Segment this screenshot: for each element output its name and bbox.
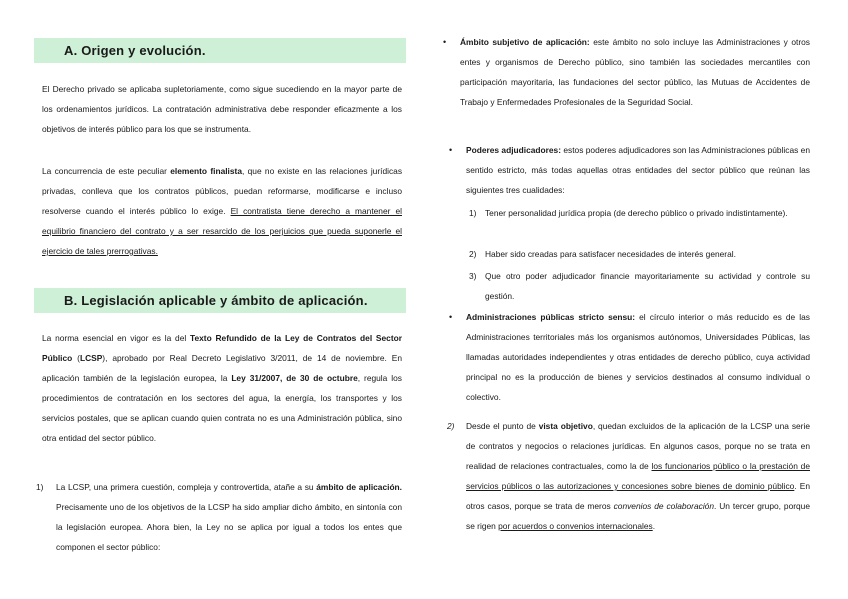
bold-term: LCSP bbox=[79, 353, 103, 363]
list-number-1: 1) bbox=[36, 482, 44, 492]
text-run: , que no existe en las relaciones jurídicas privadas, conlleva que los contratos públicos, puedan reformarse, modificarse e incluso resolverse cuando el interés público lo exige. bbox=[42, 166, 403, 216]
bullet-dot: • bbox=[449, 145, 453, 155]
sub-item-2: Haber sido creadas para satisfacer necesidades de interés general. bbox=[485, 249, 736, 259]
sub-item-3: Que otro poder adjudicador financie mayoritariamente su actividad y controle su gestión. bbox=[485, 271, 810, 301]
text-run: el círculo interior o más reducido es de las Administraciones territoriales más los organismos autónomos, Universidades Públicas, las llamadas autoridades independientes y otras entidades de derecho público, cuya actividad principal no es la producción de bienes y servicios destinados al consumo individual o colectivo. bbox=[466, 312, 810, 402]
section-b-heading: B. Legislación aplicable y ámbito de aplicación. bbox=[34, 288, 406, 313]
text-run: La LCSP, una primera cuestión, compleja y controvertida, atañe a su bbox=[56, 482, 317, 492]
section-a-heading: A. Origen y evolución. bbox=[34, 38, 406, 63]
text-run: ( bbox=[72, 353, 80, 363]
bold-term: vista objetivo bbox=[538, 421, 593, 431]
list-item-1 bbox=[56, 477, 402, 557]
bold-term: Ámbito subjetivo de aplicación: bbox=[460, 37, 590, 47]
sub-number-2: 2) bbox=[469, 249, 477, 259]
bullet-dot: • bbox=[443, 37, 447, 47]
text-run: este ámbito no solo incluye las Administraciones y otros entes y organismos de Derecho público, sino también las sociedades mercantiles con participación mayoritaria, las fundaciones del sector público, las Mutuas de Accidentes de Trabajo y Enfermedades Profesionales de la Seguridad Social. bbox=[460, 37, 810, 107]
underlined-text: por acuerdos o convenios internacionales bbox=[498, 521, 653, 531]
list-item-2 bbox=[466, 416, 810, 536]
text-run: La norma esencial en vigor es la del bbox=[42, 333, 190, 343]
section-a-paragraph-2 bbox=[42, 161, 402, 261]
text-run: . En otros casos, porque se trata de meros bbox=[466, 481, 810, 511]
bullet-item-ambito-subjetivo bbox=[460, 32, 810, 112]
bullet-dot: • bbox=[449, 312, 453, 322]
bold-term: ámbito de aplicación. bbox=[316, 482, 402, 492]
text-run: Precisamente uno de los objetivos de la LCSP ha sido ampliar dicho ámbito, en sintonía con la legislación europea. Ahora bien, la Ley no se aplica por igual a todos los entes que componen el sector público: bbox=[56, 502, 402, 552]
section-a-paragraph-1: El Derecho privado se aplicaba supletoriamente, como sigue sucediendo en la mayor parte de los ordenamientos jurídicos. La contratación administrativa debe responder eficazmente a los objetivos de interés público para los que se instrumenta. bbox=[42, 84, 402, 134]
text-run: ), aprobado por Real Decreto Legislativo 3/2011, de 14 de noviembre. En aplicación también de la legislación europea, la bbox=[42, 353, 402, 383]
list-number-2: 2) bbox=[447, 421, 455, 431]
underlined-text: El contratista tiene derecho a mantener el equilibrio financiero del contrato y a ser resarcido de los perjuicios que pueda suponerle el ejercicio de tales prerrogativas. bbox=[42, 206, 402, 256]
text-run: Desde el punto de bbox=[466, 421, 539, 431]
italic-term: convenios de colaboración bbox=[613, 501, 714, 511]
text-run: , quedan excluidos de la aplicación de la LCSP una serie de contratos y negocios o relaciones jurídicas. En algunos casos, porque no se trata en realidad de relaciones contractuales, como la de bbox=[466, 421, 810, 471]
bold-term: Poderes adjudicadores: bbox=[466, 145, 561, 155]
sub-item-1: Tener personalidad jurídica propia (de derecho público o privado indistintamente). bbox=[485, 208, 788, 218]
sub-number-3: 3) bbox=[469, 271, 477, 281]
section-b-paragraph-1 bbox=[42, 328, 402, 448]
bold-term: Texto Refundido de la Ley de Contratos del Sector Público bbox=[42, 333, 402, 363]
text-run: estos poderes adjudicadores son las Administraciones públicas en sentido estricto, más todas aquellas otras entidades del sector público que reúnan las siguientes tres cualidades: bbox=[466, 145, 810, 195]
text-run: La concurrencia de este peculiar bbox=[42, 166, 171, 176]
text-run: . bbox=[652, 521, 656, 531]
bold-term: elemento finalista bbox=[170, 166, 242, 176]
underlined-text: los funcionarios público o la prestación de servicios públicos o las autorizaciones y concesiones sobre bienes de dominio público bbox=[466, 461, 810, 491]
bullet-item-poderes-adjudicadores bbox=[466, 140, 810, 200]
text-run: . Un tercer grupo, porque se rigen bbox=[466, 501, 810, 531]
bold-term: Administraciones públicas stricto sensu: bbox=[466, 312, 636, 322]
bold-term: Ley 31/2007, de 30 de octubre bbox=[231, 373, 358, 383]
text-run: , regula los procedimientos de contratación en los sectores del agua, la energía, los transportes y los servicios postales, que se aplican cuando quien contrata no es una Administración pública, sino otra entidad del sector público. bbox=[42, 373, 402, 443]
sub-number-1: 1) bbox=[469, 208, 477, 218]
bullet-item-administraciones bbox=[466, 307, 810, 407]
